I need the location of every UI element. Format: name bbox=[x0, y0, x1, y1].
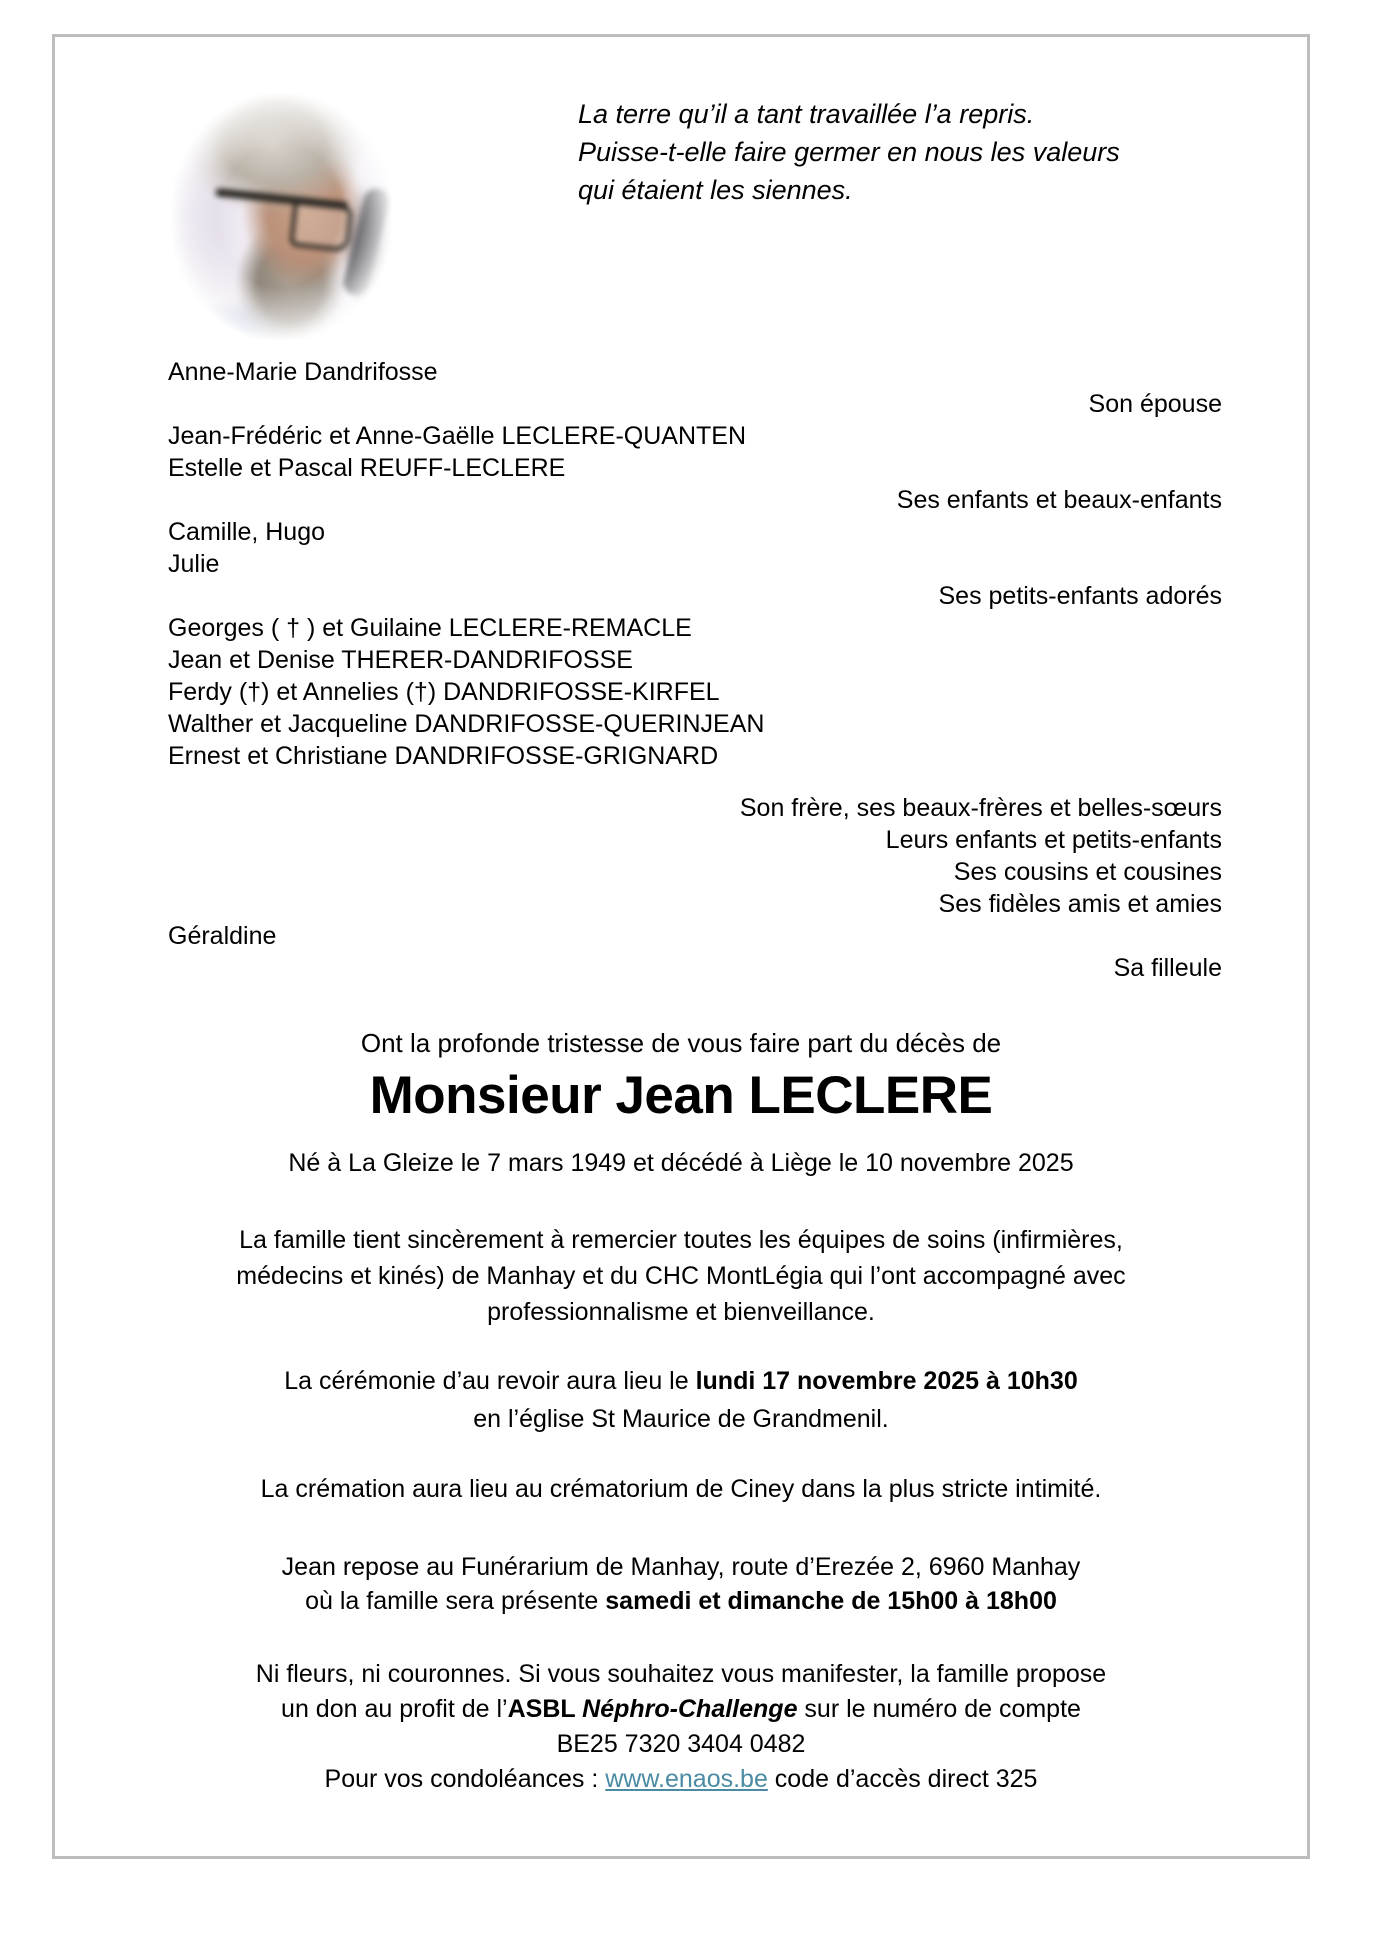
relationship-label: Ses enfants et beaux-enfants bbox=[896, 486, 1222, 514]
condolences-prefix: Pour vos condoléances : bbox=[324, 1765, 606, 1793]
portrait-photo bbox=[171, 93, 393, 341]
thanks-paragraph bbox=[115, 1222, 1247, 1330]
epitaph-quote bbox=[578, 95, 1247, 209]
family-list bbox=[168, 356, 1222, 984]
quote-line: La terre qu’il a tant travaillée l’a repris. bbox=[578, 99, 1035, 129]
family-member-line: Estelle et Pascal REUFF-LECLERE bbox=[168, 454, 566, 482]
thanks-line: professionnalisme et bienveillance. bbox=[487, 1298, 875, 1326]
family-member-line: Anne-Marie Dandrifosse bbox=[168, 358, 438, 386]
relationship-label: Ses petits-enfants adorés bbox=[938, 582, 1222, 610]
account-number: BE25 7320 3404 0482 bbox=[556, 1730, 806, 1758]
family-member-line: Georges ( † ) et Guilaine LECLERE-REMACLE bbox=[168, 614, 692, 642]
relationship-label: Sa filleule bbox=[1113, 954, 1222, 982]
family-member-line: Jean et Denise THERER-DANDRIFOSSE bbox=[168, 646, 633, 674]
condolences-line bbox=[115, 1762, 1247, 1797]
relationship-label: Son frère, ses beaux-frères et belles-sœurs bbox=[739, 794, 1222, 822]
repose-paragraph bbox=[115, 1550, 1247, 1618]
asbl-label: ASBL bbox=[507, 1695, 583, 1723]
quote-line: Puisse-t-elle faire germer en nous les valeurs bbox=[578, 137, 1120, 167]
family-member-line: Jean-Frédéric et Anne-Gaëlle LECLERE-QUANTEN bbox=[168, 422, 747, 450]
repose-prefix: où la famille sera présente bbox=[305, 1587, 606, 1615]
repose-hours: samedi et dimanche de 15h00 à 18h00 bbox=[605, 1587, 1057, 1615]
relationship-label: Leurs enfants et petits-enfants bbox=[885, 826, 1222, 854]
thanks-line: La famille tient sincèrement à remercier toutes les équipes de soins (infirmières, bbox=[239, 1226, 1123, 1254]
family-member-line: Ferdy (†) et Annelies (†) DANDRIFOSSE-KIRFEL bbox=[168, 678, 720, 706]
cremation-paragraph: La crémation aura lieu au crématorium de Ciney dans la plus stricte intimité. bbox=[260, 1475, 1102, 1503]
donation-prefix: un don au profit de l’ bbox=[281, 1695, 508, 1723]
photo-vignette bbox=[171, 93, 393, 341]
thanks-line: médecins et kinés) de Manhay et du CHC MontLégia qui l’ont accompagné avec bbox=[236, 1262, 1126, 1290]
family-member-line: Julie bbox=[168, 550, 220, 578]
donation-suffix: sur le numéro de compte bbox=[797, 1695, 1081, 1723]
quote-line: qui étaient les siennes. bbox=[578, 175, 853, 205]
repose-hours-line bbox=[115, 1584, 1247, 1618]
relationship-label: Ses fidèles amis et amies bbox=[938, 890, 1222, 918]
deceased-name-title: Monsieur Jean LECLERE bbox=[369, 1066, 993, 1125]
no-flowers-line: Ni fleurs, ni couronnes. Si vous souhaitez vous manifester, la famille propose bbox=[255, 1660, 1107, 1688]
donation-line bbox=[115, 1692, 1247, 1727]
ceremony-paragraph bbox=[115, 1362, 1247, 1438]
announcement-intro: Ont la profonde tristesse de vous faire part du décès de bbox=[360, 1028, 1002, 1058]
condolences-link[interactable]: www.enaos.be bbox=[605, 1765, 768, 1793]
relationship-label: Ses cousins et cousines bbox=[953, 858, 1222, 886]
relationship-label: Son épouse bbox=[1088, 390, 1222, 418]
birth-death-line: Né à La Gleize le 7 mars 1949 et décédé à Liège le 10 novembre 2025 bbox=[288, 1149, 1074, 1177]
ceremony-prefix: La cérémonie d’au revoir aura lieu le bbox=[284, 1367, 696, 1395]
condolences-suffix: code d’accès direct 325 bbox=[767, 1765, 1038, 1793]
donation-paragraph bbox=[115, 1657, 1247, 1797]
family-member-line: Walther et Jacqueline DANDRIFOSSE-QUERINJEAN bbox=[168, 710, 765, 738]
repose-address: Jean repose au Funérarium de Manhay, route d’Erezée 2, 6960 Manhay bbox=[281, 1553, 1081, 1581]
memorial-card-page bbox=[52, 34, 1310, 1859]
ceremony-datetime: lundi 17 novembre 2025 à 10h30 bbox=[695, 1367, 1078, 1395]
ceremony-line bbox=[115, 1362, 1247, 1400]
family-member-line: Ernest et Christiane DANDRIFOSSE-GRIGNARD bbox=[168, 742, 719, 770]
family-member-line: Camille, Hugo bbox=[168, 518, 326, 546]
family-member-line: Géraldine bbox=[168, 922, 277, 950]
ceremony-location: en l’église St Maurice de Grandmenil. bbox=[473, 1405, 889, 1433]
donation-organisation: Néphro-Challenge bbox=[582, 1695, 798, 1723]
